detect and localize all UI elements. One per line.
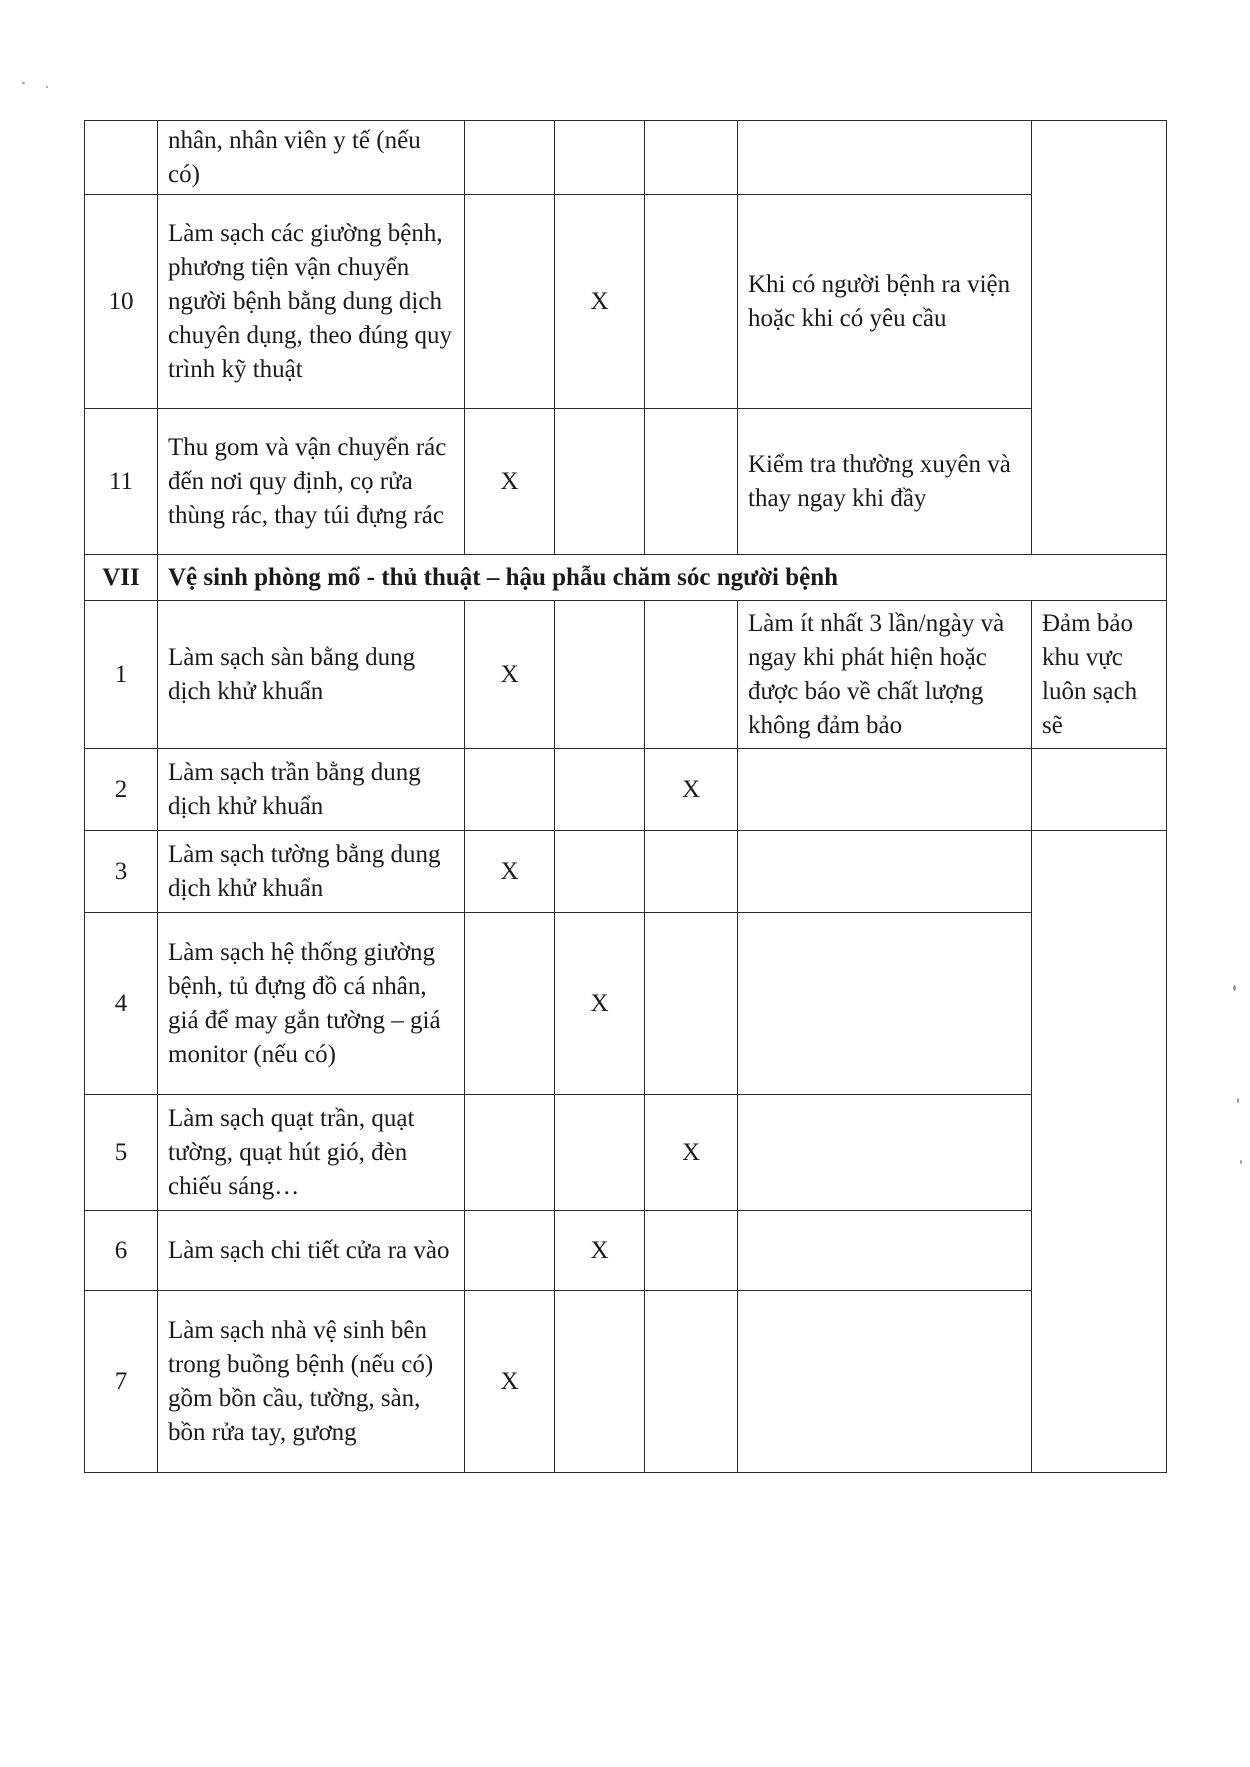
frequency-mark-2: X <box>555 195 645 409</box>
frequency-mark-2: X <box>555 1211 645 1291</box>
table-row <box>85 831 1167 913</box>
row-number: 5 <box>85 1095 158 1211</box>
table-row <box>85 601 1167 749</box>
frequency-mark-3 <box>645 121 738 195</box>
frequency-mark-3 <box>645 409 738 555</box>
frequency-mark-3 <box>645 913 738 1095</box>
task-description: Làm sạch quạt trần, quạt tường, quạt hút gió, đèn chiếu sáng… <box>158 1095 465 1211</box>
frequency-mark-1 <box>465 913 555 1095</box>
table-row <box>85 1095 1167 1211</box>
section-number: VII <box>85 555 158 601</box>
note-cell <box>738 1095 1032 1211</box>
requirement-cell: Đảm bảo khu vực luôn sạch sẽ <box>1032 601 1167 749</box>
frequency-mark-2 <box>555 409 645 555</box>
task-description: Làm sạch các giường bệnh, phương tiện vận chuyển người bệnh bằng dung dịch chuyên dụng, theo đúng quy trình kỹ thuật <box>158 195 465 409</box>
row-number: 1 <box>85 601 158 749</box>
scan-speck <box>1240 1160 1242 1164</box>
scan-speck <box>1233 985 1236 991</box>
requirement-cell <box>1032 749 1167 831</box>
frequency-mark-3 <box>645 1211 738 1291</box>
frequency-mark-3 <box>645 1291 738 1473</box>
frequency-mark-3 <box>645 195 738 409</box>
task-description: Làm sạch chi tiết cửa ra vào <box>158 1211 465 1291</box>
row-number: 6 <box>85 1211 158 1291</box>
note-cell <box>738 121 1032 195</box>
frequency-mark-1: X <box>465 1291 555 1473</box>
note-cell: Khi có người bệnh ra viện hoặc khi có yêu cầu <box>738 195 1032 409</box>
scan-speck <box>22 82 25 84</box>
note-cell <box>738 913 1032 1095</box>
frequency-mark-3: X <box>645 749 738 831</box>
frequency-mark-1 <box>465 1211 555 1291</box>
frequency-mark-2 <box>555 749 645 831</box>
table-row <box>85 913 1167 1095</box>
row-number: 3 <box>85 831 158 913</box>
frequency-mark-1: X <box>465 831 555 913</box>
table-row <box>85 121 1167 195</box>
frequency-mark-1 <box>465 121 555 195</box>
row-number: 11 <box>85 409 158 555</box>
row-number: 2 <box>85 749 158 831</box>
frequency-mark-3: X <box>645 1095 738 1211</box>
note-cell <box>738 749 1032 831</box>
scan-speck <box>1237 1098 1239 1103</box>
row-number: 4 <box>85 913 158 1095</box>
frequency-mark-1: X <box>465 601 555 749</box>
frequency-mark-2 <box>555 1291 645 1473</box>
section-header-row <box>85 555 1167 601</box>
task-description: Làm sạch hệ thống giường bệnh, tủ đựng đồ cá nhân, giá để may gắn tường – giá monitor (nếu có) <box>158 913 465 1095</box>
task-description: Làm sạch tường bằng dung dịch khử khuẩn <box>158 831 465 913</box>
task-description: Làm sạch sàn bằng dung dịch khử khuẩn <box>158 601 465 749</box>
requirement-cell <box>1032 831 1167 1473</box>
task-description: Làm sạch nhà vệ sinh bên trong buồng bệnh (nếu có) gồm bồn cầu, tường, sàn, bồn rửa tay, gương <box>158 1291 465 1473</box>
frequency-mark-2 <box>555 601 645 749</box>
table-row <box>85 1291 1167 1473</box>
frequency-mark-2 <box>555 831 645 913</box>
table-row <box>85 409 1167 555</box>
task-description: nhân, nhân viên y tế (nếu có) <box>158 121 465 195</box>
row-number: 7 <box>85 1291 158 1473</box>
scan-speck <box>46 86 48 88</box>
frequency-mark-3 <box>645 601 738 749</box>
frequency-mark-2: X <box>555 913 645 1095</box>
frequency-mark-3 <box>645 831 738 913</box>
task-description: Làm sạch trần bằng dung dịch khử khuẩn <box>158 749 465 831</box>
row-number: 10 <box>85 195 158 409</box>
note-cell <box>738 1291 1032 1473</box>
table-row <box>85 195 1167 409</box>
frequency-mark-1 <box>465 195 555 409</box>
note-cell: Kiểm tra thường xuyên và thay ngay khi đầy <box>738 409 1032 555</box>
frequency-mark-1: X <box>465 409 555 555</box>
requirement-cell <box>1032 121 1167 555</box>
section-title: Vệ sinh phòng mổ - thủ thuật – hậu phẫu chăm sóc người bệnh <box>158 555 1167 601</box>
note-cell <box>738 1211 1032 1291</box>
table-row <box>85 749 1167 831</box>
task-description: Thu gom và vận chuyển rác đến nơi quy định, cọ rửa thùng rác, thay túi đựng rác <box>158 409 465 555</box>
frequency-mark-1 <box>465 749 555 831</box>
note-cell: Làm ít nhất 3 lần/ngày và ngay khi phát hiện hoặc được báo về chất lượng không đảm bảo <box>738 601 1032 749</box>
frequency-mark-1 <box>465 1095 555 1211</box>
note-cell <box>738 831 1032 913</box>
frequency-mark-2 <box>555 1095 645 1211</box>
cleaning-schedule-table <box>84 120 1167 1473</box>
row-number <box>85 121 158 195</box>
frequency-mark-2 <box>555 121 645 195</box>
table-row <box>85 1211 1167 1291</box>
